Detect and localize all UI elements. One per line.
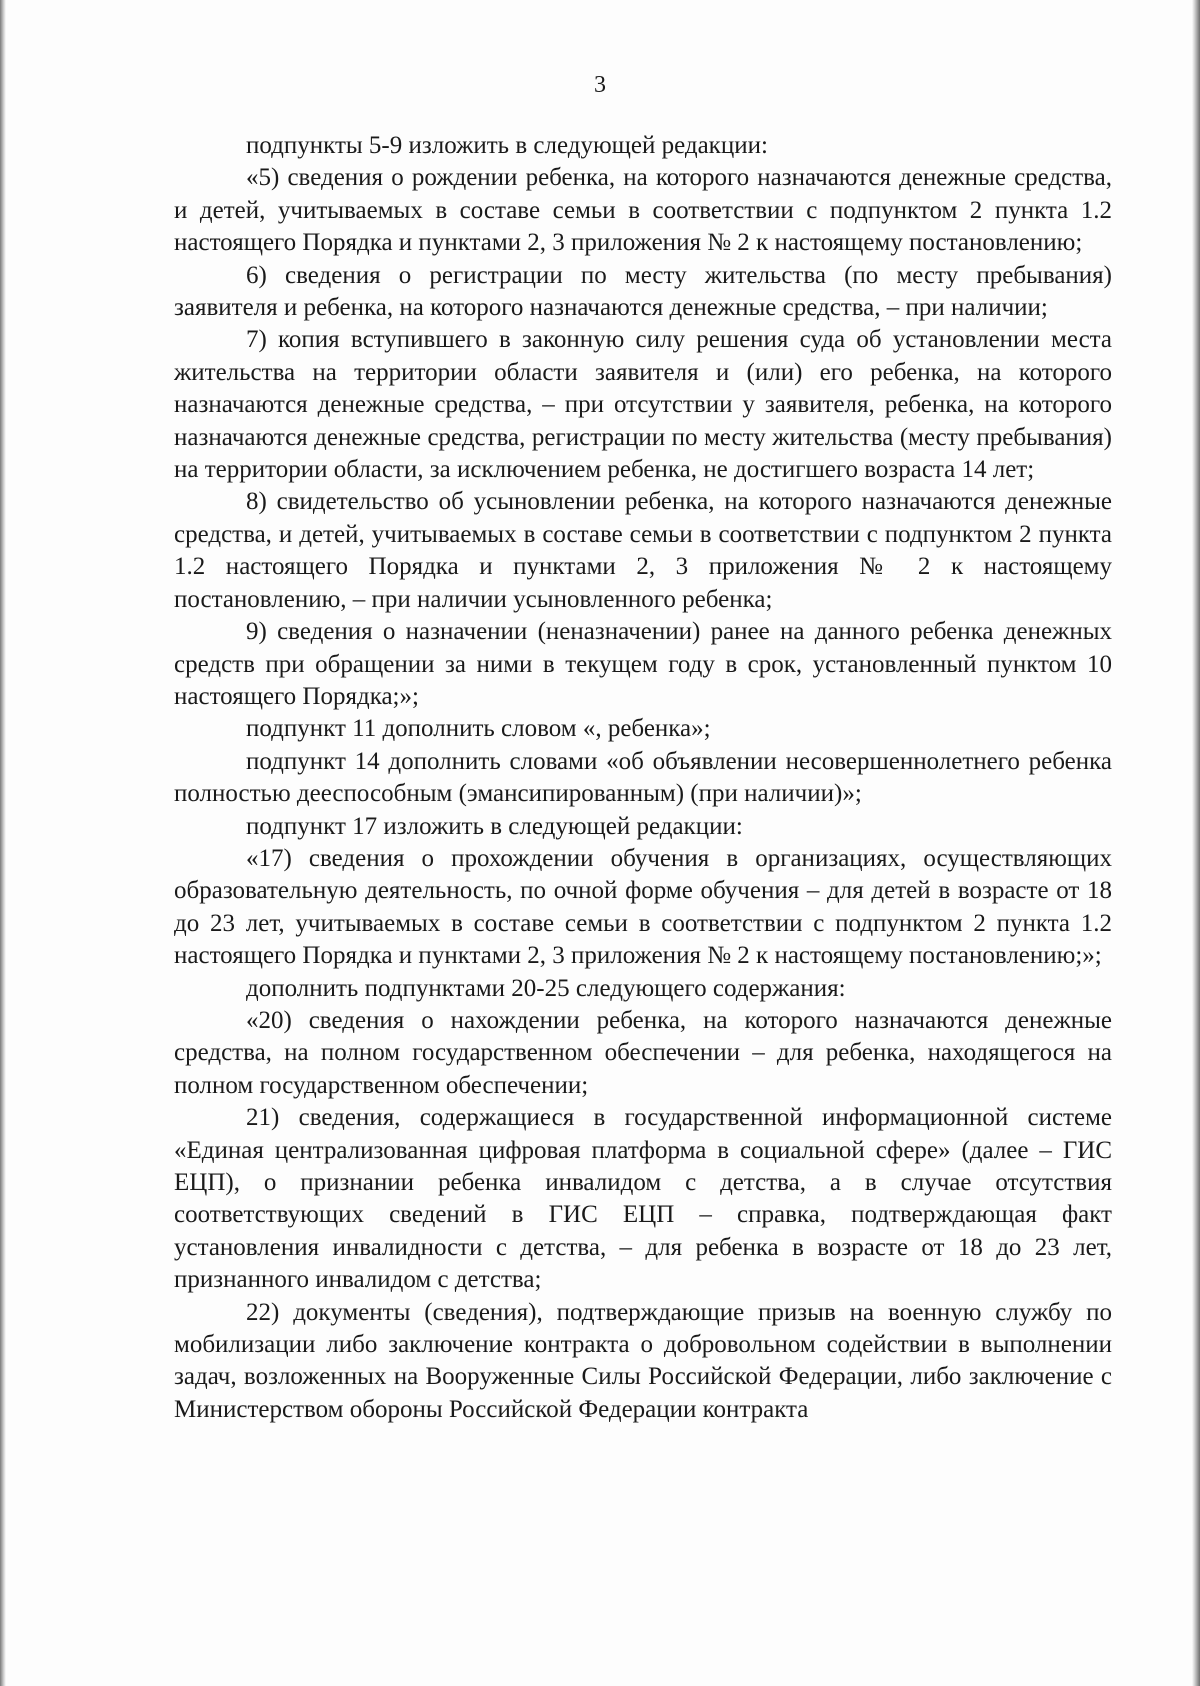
paragraph: «20) сведения о нахождении ребенка, на которого назначаются денежные средства, на полном государственном обеспечении – для ребенка, находящегося на полном государственном обеспечении; — [174, 1006, 1112, 1099]
paragraph: подпункт 14 дополнить словами «об объявлении несовершеннолетнего ребенка полностью дееспособным (эмансипированным) (при наличии)»; — [174, 747, 1112, 808]
page-number: 3 — [594, 72, 606, 98]
paragraph: 22) документы (сведения), подтверждающие призыв на военную службу по мобилизации либо заключение контракта о добровольном содействии в выполнении задач, возложенных на Вооруженные Силы Российской Федерации, либо заключение с Министерством обороны Российской Федерации контракта — [174, 1298, 1112, 1423]
paragraph: дополнить подпунктами 20-25 следующего содержания: — [246, 974, 846, 1002]
paragraph: 6) сведения о регистрации по месту жительства (по месту пребывания) заявителя и ребенка, на которого назначаются денежные средства, – при наличии; — [174, 261, 1112, 322]
scan-edge-right — [1192, 0, 1200, 1686]
paragraph: «17) сведения о прохождении обучения в организациях, осуществляющих образовательную деятельность, по очной форме обучения – для детей в возрасте от 18 до 23 лет, учитываемых в составе семьи в соответствии с подпунктом 2 пункта 1.2 настоящего Порядка и пунктами 2, 3 приложения № 2 к настоящему постановлению;»; — [174, 844, 1112, 970]
paragraph: подпункт 17 изложить в следующей редакции: — [246, 812, 743, 840]
paragraph: подпункт 11 дополнить словом «, ребенка»; — [246, 715, 711, 743]
document-body — [174, 130, 1112, 1426]
paragraph: подпункты 5-9 изложить в следующей редакции: — [246, 132, 768, 159]
paragraph: 8) свидетельство об усыновлении ребенка, на которого назначаются денежные средства, и детей, учитываемых в составе семьи в соответствии с подпунктом 2 пункта 1.2 настоящего Порядка и пунктами 2, 3 приложения № 2 к настоящему постановлению, – при наличии усыновленного ребенка; — [174, 488, 1112, 613]
paragraph: 9) сведения о назначении (неназначении) ранее на данного ребенка денежных средств при обращении за ними в текущем году в срок, установленный пунктом 10 настоящего Порядка;»; — [174, 618, 1112, 710]
scan-edge-left — [0, 0, 6, 1686]
paragraph: «5) сведения о рождении ребенка, на которого назначаются денежные средства, и детей, учитываемых в составе семьи в соответствии с подпунктом 2 пункта 1.2 настоящего Порядка и пунктами 2, 3 приложения № 2 к настоящему постановлению; — [174, 164, 1112, 257]
paragraph: 21) сведения, содержащиеся в государственной информационной системе «Единая централизованная цифровая платформа в социальной сфере» (далее – ГИС ЕЦП), о признании ребенка инвалидом с детства, а в случае отсутствия соответствующих сведений в ГИС ЕЦП – справка, подтверждающая факт установления инвалидности с детства, – для ребенка в возрасте от 18 до 23 лет, признанного инвалидом с детства; — [174, 1104, 1112, 1294]
paragraph: 7) копия вступившего в законную силу решения суда об установлении места жительства на территории области заявителя и (или) его ребенка, на которого назначаются денежные средства, – при отсутствии у заявителя, ребенка, на которого назначаются денежные средства, регистрации по месту жительства (месту пребывания) на территории области, за исключением ребенка, не достигшего возраста 14 лет; — [174, 326, 1112, 484]
